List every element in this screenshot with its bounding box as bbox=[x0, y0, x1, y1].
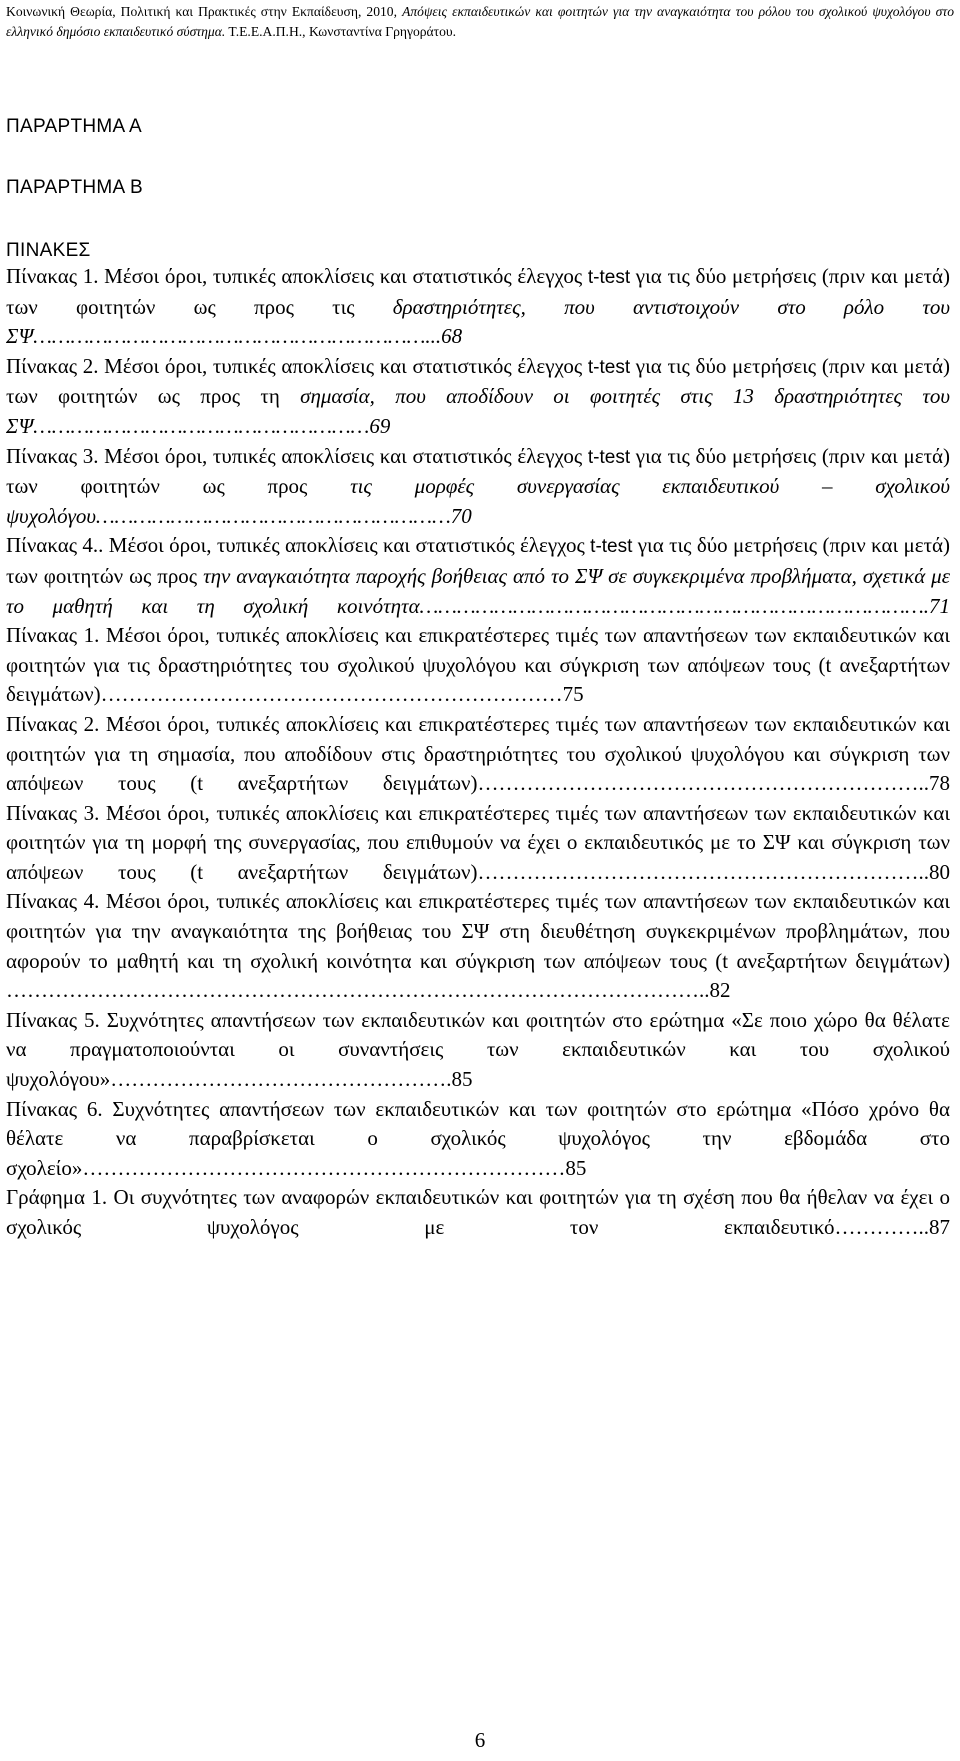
toc-entry-ttest: t-test bbox=[587, 446, 631, 468]
toc-entry bbox=[6, 531, 950, 621]
toc-entry bbox=[6, 352, 950, 442]
toc-entry-italic: την αναγκαιότητα παροχής βοήθειας από το ΣΨ σε συγκεκριμένα προβλήματα, σχετικά με το μαθητή και τη σχολική κοινότητα……………………………………………………………………….71 bbox=[6, 563, 950, 618]
toc-entry-text: για τις δύο μετρήσεις (πριν και μετά) των φοιτητών ως προς τη bbox=[6, 353, 950, 409]
tables-heading: ΠΙΝΑΚΕΣ bbox=[6, 240, 91, 261]
toc-entry-ttest: t-test bbox=[590, 536, 633, 558]
running-header bbox=[6, 2, 954, 42]
appendix-a-heading: ΠΑΡΑΡΤΗΜΑ Α bbox=[6, 116, 142, 137]
toc-entry-italic: σημασία, που αποδίδουν οι φοιτητές στις 13 δραστηριότητες του ΣΨ………………………………………………69 bbox=[6, 384, 950, 438]
toc-entry: Πίνακας 3. Μέσοι όροι, τυπικές αποκλίσεις και επικρατέστερες τιμές των απαντήσεων των εκπαιδευτικών και φοιτητών για τη μορφή της συνεργασίας, που επιθυμούν να έχει ο εκπαιδευτικός με το ΣΨ και σύγκριση των απόψεων τους (t ανεξαρτήτων δειγμάτων)………………………………………………………..80 bbox=[6, 800, 950, 884]
page-number: 6 bbox=[474, 1728, 486, 1752]
toc-entry: Πίνακας 5. Συχνότητες απαντήσεων των εκπαιδευτικών και φοιτητών στο ερώτημα «Σε ποιο χώρο θα θέλατε να πραγματοποιούνται οι συναντήσεις των εκπαιδευτικών και του σχολικού ψυχολόγου»………………………………………….85 bbox=[6, 1007, 950, 1092]
toc-entry: Πίνακας 6. Συχνότητες απαντήσεων των εκπαιδευτικών και των φοιτητών στο ερώτημα «Πόσο χρόνο θα θέλατε να παραβρίσκεται ο σχολικός ψυχολόγος την εβδομάδα στο σχολείο»……………………………………………………………85 bbox=[6, 1096, 950, 1180]
toc-entry bbox=[6, 262, 950, 352]
toc-entry-text: Πίνακας 1. Μέσοι όροι, τυπικές αποκλίσεις και στατιστικός έλεγχος bbox=[6, 264, 588, 288]
toc-entry-text: Πίνακας 4.. Μέσοι όροι, τυπικές αποκλίσεις και στατιστικός έλεγχος bbox=[6, 533, 591, 558]
toc-entry: Γράφημα 1. Οι συχνότητες των αναφορών εκπαιδευτικών και φοιτητών για τη σχέση που θα ήθελαν να έχει ο σχολικός ψυχολόγος με τον εκπαιδευτικό…………..87 bbox=[6, 1185, 950, 1239]
toc-entry-ttest: t-test bbox=[587, 267, 631, 288]
toc-entry: Πίνακας 2. Μέσοι όροι, τυπικές αποκλίσεις και επικρατέστερες τιμές των απαντήσεων των εκπαιδευτικών και φοιτητών για τη σημασία, που αποδίδουν στις δραστηριότητες του σχολικού ψυχολόγου και σύγκριση των απόψεων τους (t ανεξαρτήτων δειγμάτων)………………………………………………………..78 bbox=[6, 711, 950, 796]
toc-entry-italic: δραστηριότητες, που αντιστοιχούν στο ρόλο του ΣΨ………………………………………………………...68 bbox=[6, 294, 950, 349]
toc-entry bbox=[6, 442, 950, 532]
toc-entry-ttest: t-test bbox=[587, 356, 631, 378]
toc-entry: Πίνακας 4. Μέσοι όροι, τυπικές αποκλίσεις και επικρατέστερες τιμές των απαντήσεων των εκπαιδευτικών και φοιτητών για την αναγκαιότητα της βοήθειας του ΣΨ στη διευθέτηση συγκεκριμένων προβλημάτων, που αφορούν το μαθητή και τη σχολική κοινότητα και σύγκριση των απόψεων τους (t ανεξαρτήτων δειγμάτων) ………………………………………………………………………………………..82 bbox=[6, 889, 950, 1003]
toc-entry-text: Πίνακας 2. Μέσοι όροι, τυπικές αποκλίσεις και στατιστικός έλεγχος bbox=[6, 353, 588, 378]
toc-entry-text: για τις δύο μετρήσεις (πριν και μετά) των φοιτητών ως προς bbox=[6, 443, 950, 499]
toc-entry-text: για τις δύο μετρήσεις (πριν και μετά) των φοιτητών ως προς τις bbox=[6, 264, 950, 319]
appendix-b-heading: ΠΑΡΑΡΤΗΜΑ Β bbox=[6, 177, 144, 198]
header-journal: Κοινωνική Θεωρία, Πολιτική και Πρακτικές στην Εκπαίδευση, 2010, bbox=[6, 4, 403, 19]
toc-entry: Πίνακας 1. Μέσοι όροι, τυπικές αποκλίσεις και επικρατέστερες τιμές των απαντήσεων των εκπαιδευτικών και φοιτητών για τις δραστηριότητες του σχολικού ψυχολόγου και σύγκριση των απόψεων τους (t ανεξαρτήτων δειγμάτων)…………………………………………………………75 bbox=[6, 623, 950, 707]
table-of-contents bbox=[6, 262, 950, 1243]
toc-entry-italic: τις μορφές συνεργασίας εκπαιδευτικού – σχολικού ψυχολόγου…………………………………………………70 bbox=[6, 474, 950, 528]
header-author: Τ.Ε.Ε.Α.Π.Η., Κωνσταντίνα Γρηγοράτου. bbox=[225, 24, 457, 39]
toc-entry-text: Πίνακας 3. Μέσοι όροι, τυπικές αποκλίσεις και στατιστικός έλεγχος bbox=[6, 443, 588, 468]
toc-entry-text: για τις δύο μετρήσεις (πριν και μετά) των φοιτητών ως προς bbox=[6, 533, 950, 588]
header-title: Απόψεις εκπαιδευτικών και φοιτητών για την αναγκαιότητα του ρόλου του σχολικού ψυχολόγου στο ελληνικό δημόσιο εκπαιδευτικό σύστημα. bbox=[6, 4, 954, 39]
